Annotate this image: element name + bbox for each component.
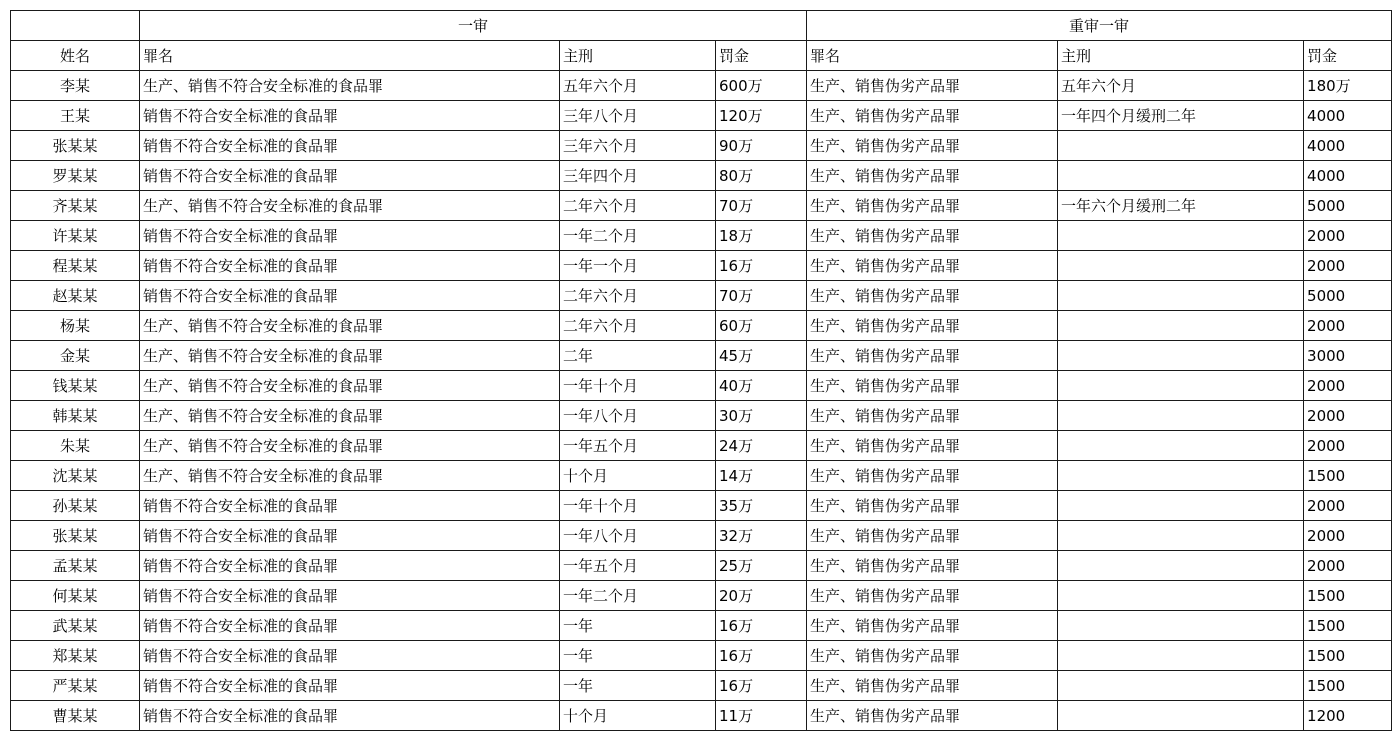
cell-retrial-fine: 1500	[1304, 461, 1392, 491]
cell-retrial-charge: 生产、销售伪劣产品罪	[807, 491, 1058, 521]
cell-first-sentence: 一年二个月	[560, 221, 716, 251]
cell-retrial-fine: 2000	[1304, 521, 1392, 551]
cell-retrial-sentence	[1058, 701, 1304, 731]
cell-first-sentence: 二年	[560, 341, 716, 371]
cell-first-sentence: 十个月	[560, 701, 716, 731]
cell-first-sentence: 一年五个月	[560, 551, 716, 581]
cell-first-sentence: 五年六个月	[560, 71, 716, 101]
cell-retrial-sentence	[1058, 521, 1304, 551]
table-row	[11, 491, 1392, 521]
cell-name: 朱某	[11, 431, 140, 461]
cell-retrial-charge: 生产、销售伪劣产品罪	[807, 551, 1058, 581]
cell-first-fine: 16万	[716, 671, 807, 701]
cell-first-sentence: 一年十个月	[560, 371, 716, 401]
table-row	[11, 341, 1392, 371]
cell-retrial-charge: 生产、销售伪劣产品罪	[807, 131, 1058, 161]
cell-first-sentence: 二年六个月	[560, 281, 716, 311]
corner-cell	[11, 11, 140, 41]
cell-name: 罗某某	[11, 161, 140, 191]
cell-retrial-sentence	[1058, 161, 1304, 191]
cell-first-fine: 40万	[716, 371, 807, 401]
cell-retrial-fine: 4000	[1304, 101, 1392, 131]
cell-retrial-fine: 5000	[1304, 191, 1392, 221]
cell-name: 许某某	[11, 221, 140, 251]
cell-name: 武某某	[11, 611, 140, 641]
cell-first-sentence: 一年二个月	[560, 581, 716, 611]
column-header-first-fine: 罚金	[716, 41, 807, 71]
table-row	[11, 581, 1392, 611]
cell-first-sentence: 一年五个月	[560, 431, 716, 461]
cell-name: 韩某某	[11, 401, 140, 431]
cell-first-fine: 16万	[716, 641, 807, 671]
cell-retrial-fine: 1500	[1304, 641, 1392, 671]
cell-first-charge: 销售不符合安全标准的食品罪	[140, 701, 560, 731]
cell-first-charge: 销售不符合安全标准的食品罪	[140, 611, 560, 641]
cell-first-fine: 14万	[716, 461, 807, 491]
sentencing-comparison-table	[10, 10, 1392, 731]
column-header-first-charge: 罪名	[140, 41, 560, 71]
cell-first-fine: 600万	[716, 71, 807, 101]
cell-name: 李某	[11, 71, 140, 101]
cell-retrial-sentence	[1058, 671, 1304, 701]
cell-retrial-sentence	[1058, 371, 1304, 401]
table-row	[11, 311, 1392, 341]
cell-retrial-charge: 生产、销售伪劣产品罪	[807, 611, 1058, 641]
cell-retrial-sentence	[1058, 401, 1304, 431]
cell-first-charge: 销售不符合安全标准的食品罪	[140, 671, 560, 701]
cell-retrial-charge: 生产、销售伪劣产品罪	[807, 311, 1058, 341]
cell-retrial-fine: 4000	[1304, 161, 1392, 191]
cell-first-fine: 35万	[716, 491, 807, 521]
cell-retrial-sentence	[1058, 641, 1304, 671]
cell-first-charge: 生产、销售不符合安全标准的食品罪	[140, 191, 560, 221]
cell-retrial-charge: 生产、销售伪劣产品罪	[807, 221, 1058, 251]
cell-first-fine: 11万	[716, 701, 807, 731]
cell-retrial-charge: 生产、销售伪劣产品罪	[807, 251, 1058, 281]
cell-retrial-sentence	[1058, 431, 1304, 461]
table-body	[11, 11, 1392, 731]
cell-retrial-sentence	[1058, 131, 1304, 161]
cell-retrial-sentence	[1058, 581, 1304, 611]
table-row	[11, 281, 1392, 311]
cell-retrial-sentence	[1058, 281, 1304, 311]
cell-first-fine: 60万	[716, 311, 807, 341]
cell-retrial-charge: 生产、销售伪劣产品罪	[807, 671, 1058, 701]
cell-retrial-charge: 生产、销售伪劣产品罪	[807, 461, 1058, 491]
cell-first-sentence: 一年十个月	[560, 491, 716, 521]
cell-retrial-charge: 生产、销售伪劣产品罪	[807, 281, 1058, 311]
cell-retrial-charge: 生产、销售伪劣产品罪	[807, 581, 1058, 611]
cell-name: 严某某	[11, 671, 140, 701]
cell-first-charge: 生产、销售不符合安全标准的食品罪	[140, 401, 560, 431]
cell-first-sentence: 三年四个月	[560, 161, 716, 191]
cell-retrial-fine: 2000	[1304, 431, 1392, 461]
cell-first-fine: 90万	[716, 131, 807, 161]
cell-first-fine: 32万	[716, 521, 807, 551]
cell-retrial-charge: 生产、销售伪劣产品罪	[807, 191, 1058, 221]
table-row	[11, 71, 1392, 101]
cell-retrial-fine: 2000	[1304, 221, 1392, 251]
cell-first-fine: 80万	[716, 161, 807, 191]
cell-retrial-charge: 生产、销售伪劣产品罪	[807, 521, 1058, 551]
cell-name: 程某某	[11, 251, 140, 281]
cell-first-sentence: 二年六个月	[560, 311, 716, 341]
cell-first-charge: 生产、销售不符合安全标准的食品罪	[140, 311, 560, 341]
cell-retrial-charge: 生产、销售伪劣产品罪	[807, 401, 1058, 431]
cell-name: 张某某	[11, 521, 140, 551]
cell-first-charge: 销售不符合安全标准的食品罪	[140, 251, 560, 281]
cell-retrial-fine: 180万	[1304, 71, 1392, 101]
cell-first-charge: 生产、销售不符合安全标准的食品罪	[140, 371, 560, 401]
cell-first-sentence: 二年六个月	[560, 191, 716, 221]
cell-name: 赵某某	[11, 281, 140, 311]
cell-name: 杨某	[11, 311, 140, 341]
cell-retrial-sentence	[1058, 491, 1304, 521]
cell-name: 王某	[11, 101, 140, 131]
column-header-row	[11, 41, 1392, 71]
column-header-name: 姓名	[11, 41, 140, 71]
cell-retrial-charge: 生产、销售伪劣产品罪	[807, 431, 1058, 461]
table-row	[11, 521, 1392, 551]
cell-name: 孟某某	[11, 551, 140, 581]
cell-retrial-sentence: 五年六个月	[1058, 71, 1304, 101]
cell-retrial-charge: 生产、销售伪劣产品罪	[807, 161, 1058, 191]
cell-retrial-charge: 生产、销售伪劣产品罪	[807, 371, 1058, 401]
cell-name: 沈某某	[11, 461, 140, 491]
cell-first-fine: 24万	[716, 431, 807, 461]
column-header-retrial-charge: 罪名	[807, 41, 1058, 71]
cell-name: 何某某	[11, 581, 140, 611]
cell-first-sentence: 一年	[560, 671, 716, 701]
table-row	[11, 101, 1392, 131]
cell-retrial-fine: 2000	[1304, 371, 1392, 401]
table-row	[11, 641, 1392, 671]
table-row	[11, 401, 1392, 431]
column-header-first-sentence: 主刑	[560, 41, 716, 71]
cell-retrial-sentence: 一年四个月缓刑二年	[1058, 101, 1304, 131]
cell-first-sentence: 一年	[560, 611, 716, 641]
table-row	[11, 671, 1392, 701]
cell-name: 齐某某	[11, 191, 140, 221]
cell-first-charge: 销售不符合安全标准的食品罪	[140, 491, 560, 521]
cell-first-sentence: 三年六个月	[560, 131, 716, 161]
cell-first-charge: 销售不符合安全标准的食品罪	[140, 521, 560, 551]
cell-name: 钱某某	[11, 371, 140, 401]
cell-retrial-fine: 1500	[1304, 611, 1392, 641]
cell-retrial-fine: 1500	[1304, 581, 1392, 611]
cell-first-charge: 生产、销售不符合安全标准的食品罪	[140, 71, 560, 101]
cell-first-fine: 16万	[716, 251, 807, 281]
table-row	[11, 161, 1392, 191]
cell-retrial-charge: 生产、销售伪劣产品罪	[807, 641, 1058, 671]
cell-first-fine: 30万	[716, 401, 807, 431]
table-row	[11, 191, 1392, 221]
table-row	[11, 551, 1392, 581]
cell-retrial-fine: 3000	[1304, 341, 1392, 371]
cell-retrial-fine: 1500	[1304, 671, 1392, 701]
group-retrial-header: 重审一审	[807, 11, 1392, 41]
cell-retrial-sentence	[1058, 221, 1304, 251]
cell-first-fine: 18万	[716, 221, 807, 251]
cell-retrial-fine: 2000	[1304, 491, 1392, 521]
table-row	[11, 371, 1392, 401]
cell-first-charge: 销售不符合安全标准的食品罪	[140, 641, 560, 671]
cell-retrial-fine: 2000	[1304, 401, 1392, 431]
cell-retrial-sentence	[1058, 311, 1304, 341]
cell-first-charge: 销售不符合安全标准的食品罪	[140, 101, 560, 131]
table-row	[11, 701, 1392, 731]
cell-first-charge: 生产、销售不符合安全标准的食品罪	[140, 431, 560, 461]
cell-retrial-fine: 5000	[1304, 281, 1392, 311]
cell-first-charge: 销售不符合安全标准的食品罪	[140, 131, 560, 161]
cell-name: 金某	[11, 341, 140, 371]
cell-retrial-sentence	[1058, 461, 1304, 491]
cell-retrial-sentence	[1058, 341, 1304, 371]
cell-first-fine: 70万	[716, 191, 807, 221]
cell-retrial-charge: 生产、销售伪劣产品罪	[807, 341, 1058, 371]
cell-first-fine: 16万	[716, 611, 807, 641]
cell-retrial-sentence	[1058, 251, 1304, 281]
group-first-trial-header: 一审	[140, 11, 807, 41]
cell-retrial-charge: 生产、销售伪劣产品罪	[807, 71, 1058, 101]
cell-first-sentence: 一年一个月	[560, 251, 716, 281]
cell-first-charge: 销售不符合安全标准的食品罪	[140, 551, 560, 581]
cell-first-charge: 销售不符合安全标准的食品罪	[140, 581, 560, 611]
cell-first-fine: 20万	[716, 581, 807, 611]
table-row	[11, 131, 1392, 161]
cell-first-sentence: 十个月	[560, 461, 716, 491]
cell-retrial-charge: 生产、销售伪劣产品罪	[807, 101, 1058, 131]
cell-first-sentence: 三年八个月	[560, 101, 716, 131]
cell-retrial-fine: 1200	[1304, 701, 1392, 731]
cell-retrial-sentence	[1058, 551, 1304, 581]
cell-retrial-charge: 生产、销售伪劣产品罪	[807, 701, 1058, 731]
cell-first-sentence: 一年	[560, 641, 716, 671]
cell-first-fine: 120万	[716, 101, 807, 131]
cell-first-fine: 45万	[716, 341, 807, 371]
column-header-retrial-fine: 罚金	[1304, 41, 1392, 71]
cell-first-charge: 销售不符合安全标准的食品罪	[140, 281, 560, 311]
table-row	[11, 611, 1392, 641]
cell-first-charge: 生产、销售不符合安全标准的食品罪	[140, 461, 560, 491]
cell-name: 孙某某	[11, 491, 140, 521]
cell-name: 曹某某	[11, 701, 140, 731]
cell-retrial-fine: 2000	[1304, 551, 1392, 581]
table-row	[11, 431, 1392, 461]
cell-retrial-fine: 4000	[1304, 131, 1392, 161]
cell-name: 张某某	[11, 131, 140, 161]
group-header-row	[11, 11, 1392, 41]
column-header-retrial-sentence: 主刑	[1058, 41, 1304, 71]
cell-first-charge: 生产、销售不符合安全标准的食品罪	[140, 341, 560, 371]
cell-first-charge: 销售不符合安全标准的食品罪	[140, 221, 560, 251]
cell-first-charge: 销售不符合安全标准的食品罪	[140, 161, 560, 191]
table-row	[11, 251, 1392, 281]
table-row	[11, 221, 1392, 251]
cell-first-sentence: 一年八个月	[560, 521, 716, 551]
cell-retrial-sentence: 一年六个月缓刑二年	[1058, 191, 1304, 221]
cell-first-fine: 25万	[716, 551, 807, 581]
cell-first-fine: 70万	[716, 281, 807, 311]
table-row	[11, 461, 1392, 491]
cell-name: 郑某某	[11, 641, 140, 671]
cell-retrial-fine: 2000	[1304, 251, 1392, 281]
cell-first-sentence: 一年八个月	[560, 401, 716, 431]
cell-retrial-sentence	[1058, 611, 1304, 641]
cell-retrial-fine: 2000	[1304, 311, 1392, 341]
